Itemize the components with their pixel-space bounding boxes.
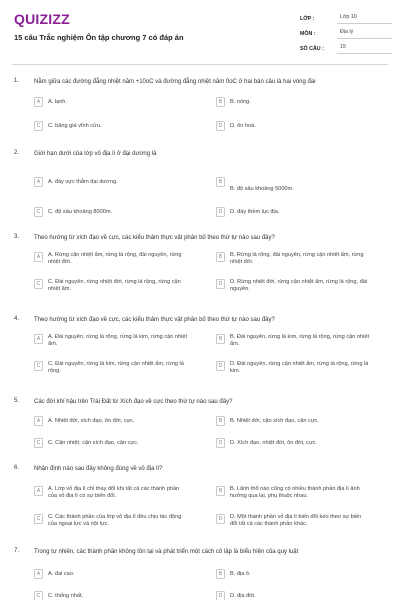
option-text: C. Cận nhiệt, cận xích đạo, cận cực. [48,440,139,446]
option-d[interactable] [216,438,370,448]
option-letter-box: C [34,207,43,217]
option-a[interactable] [34,177,188,187]
option-letter-box: A [34,486,43,496]
option-a[interactable] [34,252,188,265]
meta-value: Địa lý [337,28,392,39]
option-b[interactable] [216,177,370,193]
option-letter-box: B [216,97,225,107]
option-text: C. thống nhất. [48,593,84,599]
option-d[interactable] [216,207,370,217]
quizizz-logo: QUIZIZZ [14,11,70,27]
question-text: Trong tự nhiên, các thành phần không tồn tại và phát triển một cách cô lập là biểu hiện của quy luật [34,549,299,555]
option-text: A. Rừng cận nhiệt ẩm, rừng lá rộng, đài nguyên, rừng nhiệt đới. [48,252,182,265]
option-letter-box: D [216,361,225,371]
option-d[interactable] [216,514,370,527]
meta-label: MÔN : [300,30,316,37]
option-letter-box: A [34,177,43,187]
meta-row-count [300,41,392,56]
question-number: 7. [14,548,20,554]
option-a[interactable] [34,334,188,347]
option-text: D. đáy thềm lục địa. [230,209,280,215]
question-text: Các đới khí hậu trên Trái Đất từ Xích đạo về cực theo thứ tự nào sau đây? [34,399,233,405]
option-c[interactable] [34,361,188,374]
question-number: 3. [14,234,20,240]
option-b[interactable] [216,486,370,499]
option-c[interactable] [34,279,188,292]
question-text: Theo hướng từ xích đạo về cực, các kiểu thảm thực vật phân bố theo thứ tự nào sau đây? [34,235,275,241]
option-c[interactable] [34,514,188,527]
question-number: 6. [14,465,20,471]
option-letter-box: B [216,334,225,344]
option-a[interactable] [34,97,188,107]
option-letter-box: C [34,361,43,371]
option-letter-box: D [216,279,225,289]
option-text: C. băng giá vĩnh cửu. [48,123,102,129]
option-letter-box: C [34,279,43,289]
option-letter-box: C [34,514,43,524]
option-b[interactable] [216,416,370,426]
option-d[interactable] [216,121,370,131]
option-text: B. Lãnh thổ nào cũng có nhiều thành phần địa lí ảnh hưởng qua lại, phụ thuộc nhau. [230,486,360,499]
meta-value: 15 [337,43,392,54]
option-letter-box: C [34,438,43,448]
option-letter-box: A [34,97,43,107]
option-a[interactable] [34,416,188,426]
option-text: B. địa ô. [230,571,251,577]
option-b[interactable] [216,97,370,107]
question-number: 4. [14,316,20,322]
option-text: C. Đài nguyên, rừng lá kim, rừng cận nhiệt ẩm, rừng lá rộng. [48,361,184,374]
option-text: C. Các thành phần của lớp vỏ địa lí đều chịu tác động của ngoại lực và nội lực. [48,514,182,527]
option-c[interactable] [34,121,188,131]
option-letter-box: D [216,121,225,131]
meta-row-subject [300,26,392,41]
option-text: D. Xích đạo, nhiệt đới, ôn đới, cực. [230,440,317,446]
option-letter-box: D [216,591,225,600]
option-letter-box: C [34,591,43,600]
option-letter-box: B [216,416,225,426]
option-text: B. Nhiệt đới, cận xích đạo, cận cực. [230,418,319,424]
meta-label: SỐ CÂU : [300,45,324,52]
option-letter-box: D [216,207,225,217]
question-number: 2. [14,150,20,156]
option-letter-box: B [216,177,225,187]
option-a[interactable] [34,486,188,499]
option-d[interactable] [216,591,370,600]
option-text: D. ôn hoà. [230,123,256,129]
option-a[interactable] [34,569,188,579]
option-text: D. Một thành phần vỏ địa lí biến đổi kéo theo sự biến đổi tất cả các thành phần khác. [230,514,362,527]
worksheet-header [0,0,400,70]
question-number: 1. [14,78,20,84]
option-text: A. lạnh. [48,99,67,105]
option-text: A. Đài nguyên, rừng lá rộng, rừng lá kim, rừng cận nhiệt ẩm. [48,334,188,347]
question-text: Nhận định nào sau đây không đúng về vỏ địa lí? [34,466,163,472]
option-b[interactable] [216,334,370,347]
meta-info [300,11,392,56]
option-d[interactable] [216,279,370,292]
header-divider [12,64,388,65]
option-text: A. Lớp vỏ địa lí chỉ thay đổi khi tất cả các thành phần của vỏ địa lí có sự biến đổi. [48,486,180,499]
option-b[interactable] [216,569,370,579]
option-text: B. độ sâu khoảng 5000m. [230,186,294,192]
option-letter-box: B [216,486,225,496]
option-letter-box: B [216,569,225,579]
option-text: A. đáy vực thẳm đại dương. [48,179,118,185]
option-letter-box: A [34,334,43,344]
option-text: D. Đài nguyên, rừng cận nhiệt ẩm, rừng lá rộng, rừng lá kim. [230,361,369,374]
option-c[interactable] [34,591,188,600]
option-letter-box: A [34,416,43,426]
question-number: 5. [14,398,20,404]
option-text: B. Rừng lá rộng, đài nguyên, rừng cận nhiệt ẩm, rừng nhiệt đới. [230,252,364,265]
option-text: A. Nhiệt đới, xích đạo, ôn đới, cực. [48,418,135,424]
option-letter-box: A [34,252,43,262]
meta-label: LỚP : [300,15,315,22]
page-title: 15 câu Trắc nghiệm Ôn tập chương 7 có đáp án [14,33,184,42]
option-b[interactable] [216,252,370,265]
option-text: B. nóng. [230,99,251,105]
question-text: Giới hạn dưới của lớp vỏ địa lí ở đại dương là [34,151,157,157]
option-letter-box: D [216,514,225,524]
option-text: C. Đài nguyên, rừng nhiệt đới, rừng lá rộng, rừng cận nhiệt ẩm. [48,279,181,292]
option-letter-box: B [216,252,225,262]
option-letter-box: D [216,438,225,448]
option-text: B. Đài nguyên, rừng lá kim, rừng lá rộng, rừng cận nhiệt ẩm. [230,334,370,347]
option-c[interactable] [34,207,188,217]
option-text: D. Rừng nhiệt đới, rừng cận nhiệt ẩm, rừng lá rộng, đài nguyên. [230,279,368,292]
option-c[interactable] [34,438,188,448]
option-d[interactable] [216,361,370,374]
question-text: Theo hướng từ xích đạo về cực, các kiểu thảm thực vật phân bố theo thứ tự nào sau đây? [34,317,275,323]
option-text: A. đai cao. [48,571,75,577]
option-text: C. độ sâu khoảng 8000m. [48,209,113,215]
meta-row-grade [300,11,392,26]
meta-value: Lớp 10 [337,13,392,24]
option-letter-box: A [34,569,43,579]
option-text: D. địa đới. [230,593,256,599]
question-text: Nằm giữa các đường đẳng nhiệt năm +10oC và đường đẳng nhiệt năm 0oC ở hai bán cầu là hai vòng đai [34,79,316,85]
option-letter-box: C [34,121,43,131]
